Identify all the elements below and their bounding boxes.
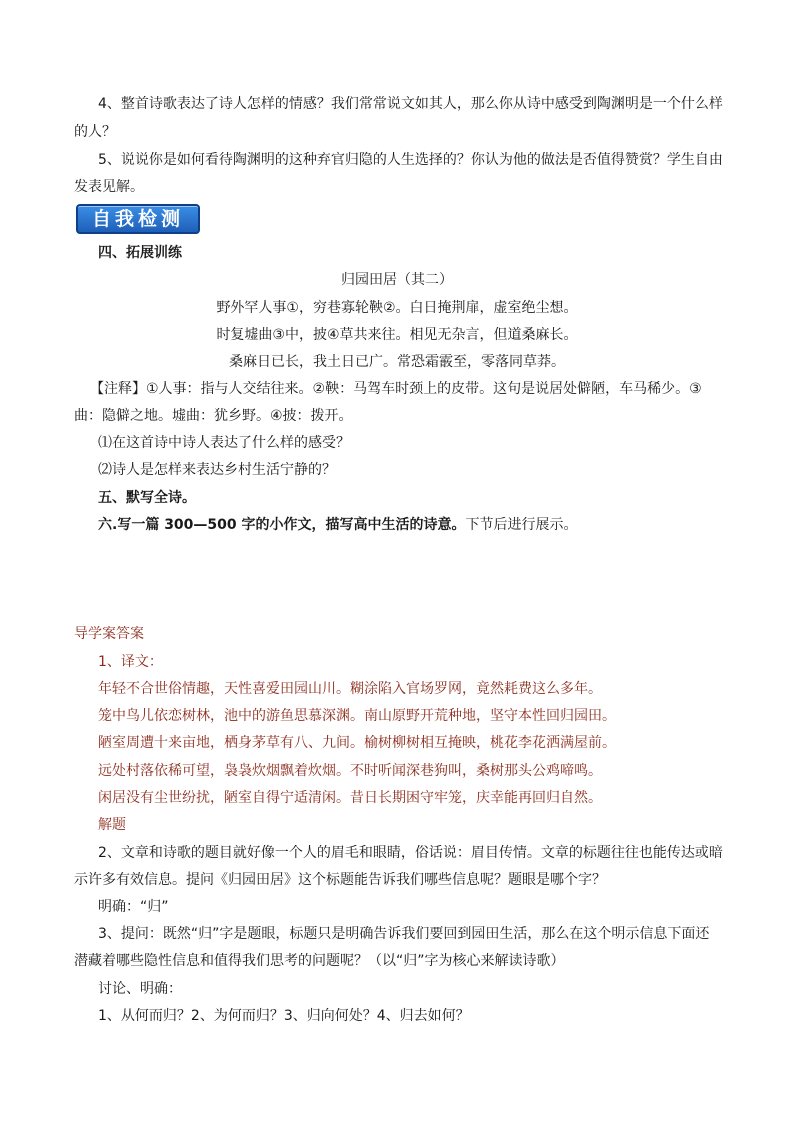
question-4-line-1: 4、整首诗歌表达了诗人怎样的情感？我们常常说文如其人，那么你从诗中感受到陶渊明是一个什么样	[98, 96, 723, 112]
answer-item-2-line-1: 2、文章和诗歌的题目就好像一个人的眉毛和眼睛，俗话说：眉目传情。文章的标题往往也能传达或暗	[98, 845, 723, 861]
section-4-heading: 四、拓展训练	[98, 245, 182, 261]
answers-heading: 导学案答案	[74, 626, 144, 642]
final-questions: 1、从何而归？2、为何而归？3、归向何处？4、归去如何？	[98, 1008, 470, 1024]
answer-item-3-line-1: 3、提问：既然“归”字是题眼，标题只是明确告诉我们要回到园田生活，那么在这个明示信息下面还	[98, 926, 710, 942]
jieti-label: 解题	[98, 817, 126, 833]
sub-question-1: ⑴在这首诗中诗人表达了什么样的感受？	[98, 435, 350, 451]
answer-item-2-line-2: 示许多有效信息。提问《归园田居》这个标题能告诉我们哪些信息呢？题眼是哪个字？	[74, 872, 606, 888]
translation-line: 闲居没有尘世纷扰，陋室自得宁适清闲。昔日长期困守牢笼，庆幸能再回归自然。	[98, 790, 602, 806]
discuss-label: 讨论、明确：	[98, 981, 182, 997]
translation-line: 远处村落依稀可望，袅袅炊烟飘着炊烟。不时听闻深巷狗叫，桑树那头公鸡啼鸣。	[98, 763, 602, 779]
notes-line-1: 【注释】①人事：指与人交结往来。②鞅：马驾车时颈上的皮带。这句是说居处僻陋，车马稀少。③	[90, 381, 702, 397]
question-5-line-2: 发表见解。	[74, 179, 144, 195]
poem-title: 归园田居（其二）	[341, 272, 453, 288]
self-test-badge: 自我检测	[76, 204, 200, 234]
poem-line: 野外罕人事①，穷巷寡轮鞅②。白日掩荆扉，虚室绝尘想。	[216, 300, 578, 316]
translation-line: 陋室周遭十来亩地，栖身茅草有八、九间。榆树柳树相互掩映，桃花李花洒满屋前。	[98, 735, 616, 751]
section-6-line	[98, 515, 578, 535]
section-6-tail: 下节后进行展示。	[465, 517, 578, 533]
section-6-bold: 六.写一篇 300—500 字的小作文，描写高中生活的诗意。	[98, 517, 466, 533]
sub-question-2: ⑵诗人是怎样来表达乡村生活宁静的？	[98, 462, 336, 478]
question-5-line-1: 5、说说你是如何看待陶渊明的这种弃官归隐的人生选择的？你认为他的做法是否值得赞赏？学生自由	[98, 152, 723, 168]
answer-item-1-label: 1、译文：	[98, 654, 163, 670]
notes-line-2: 曲：隐僻之地。墟曲：犹乡野。④披：拨开。	[74, 408, 353, 424]
mingque-1: 明确：“归”	[98, 899, 169, 915]
translation-line: 年轻不合世俗情趣，天性喜爱田园山川。糊涂陷入官场罗网，竟然耗费这么多年。	[98, 681, 602, 697]
poem-line: 时复墟曲③中，披④草共来往。相见无杂言，但道桑麻长。	[216, 327, 578, 343]
poem-line: 桑麻日已长，我土日已广。常恐霜霰至，零落同草莽。	[229, 354, 565, 370]
answer-item-3-line-2: 潜藏着哪些隐性信息和值得我们思考的问题呢？（以“归”字为核心来解读诗歌）	[74, 953, 565, 969]
section-5-heading: 五、默写全诗。	[98, 490, 196, 506]
translation-line: 笼中鸟儿依恋树林，池中的游鱼思慕深渊。南山原野开荒种地，坚守本性回归园田。	[98, 708, 616, 724]
question-4-line-2: 的人？	[74, 124, 116, 140]
